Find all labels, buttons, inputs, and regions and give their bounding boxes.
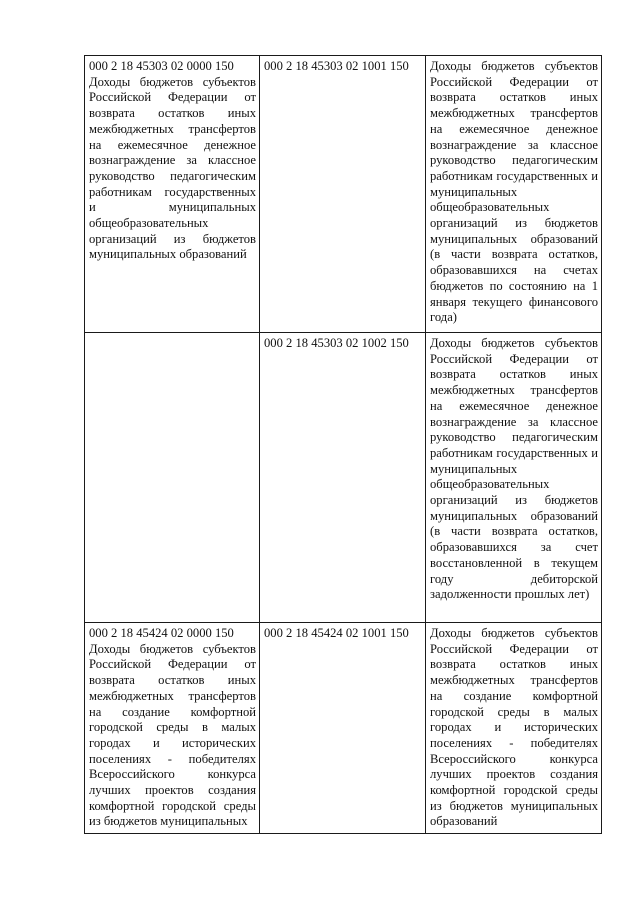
- income-code: 000 2 18 45303 02 1001 150: [264, 59, 409, 73]
- income-code: 000 2 18 45424 02 1001 150: [264, 626, 409, 640]
- group-code: 000 2 18 45424 02 0000 150: [89, 626, 234, 640]
- table-row: [85, 333, 602, 623]
- name-cell: [426, 333, 602, 623]
- income-name: Доходы бюджетов субъектов Российской Федерации от возврата остатков иных межбюджетных трансфертов на создание комфортной городской среды в малых городах и исторических поселениях - победителях Всероссийского конкурса лучших проектов создания комфортной городской среды из бюджетов муниципальных образований: [430, 626, 598, 829]
- group-name: Доходы бюджетов субъектов Российской Федерации от возврата остатков иных межбюджетных трансфертов на создание комфортной городской среды в малых городах и исторических поселениях - победителях Всероссийского конкурса лучших проектов создания комфортной городской среды из бюджетов муниципальных: [89, 641, 256, 829]
- income-name: Доходы бюджетов субъектов Российской Федерации от возврата остатков иных межбюджетных трансфертов на ежемесячное денежное вознаграждение за классное руководство педагогическим работникам государственных и муниципальных общеобразовательных организаций из бюджетов муниципальных образований (в части возврата остатков, образовавшихся на счетах бюджетов по состоянию на 1 января текущего финансового года): [430, 59, 598, 325]
- income-code: 000 2 18 45303 02 1002 150: [264, 336, 409, 350]
- group-cell: [85, 623, 260, 834]
- name-cell: [426, 56, 602, 333]
- income-name: Доходы бюджетов субъектов Российской Федерации от возврата остатков иных межбюджетных трансфертов на ежемесячное денежное вознаграждение за классное руководство педагогическим работникам государственных и муниципальных общеобразовательных организаций из бюджетов муниципальных образований (в части возврата остатков, образовавшихся за счет восстановленной в текущем году дебиторской задолженности прошлых лет): [430, 336, 598, 602]
- budget-codes-table: [84, 55, 602, 834]
- group-cell: [85, 56, 260, 333]
- name-cell: [426, 623, 602, 834]
- group-cell: [85, 333, 260, 623]
- code-cell: [260, 56, 426, 333]
- table-row: [85, 623, 602, 834]
- table-row: [85, 56, 602, 333]
- code-cell: [260, 623, 426, 834]
- code-cell: [260, 333, 426, 623]
- group-name: Доходы бюджетов субъектов Российской Федерации от возврата остатков иных межбюджетных трансфертов на ежемесячное денежное вознаграждение за классное руководство педагогическим работникам государственных и муниципальных общеобразовательных организаций из бюджетов муниципальных образований: [89, 74, 256, 262]
- group-code: 000 2 18 45303 02 0000 150: [89, 59, 234, 73]
